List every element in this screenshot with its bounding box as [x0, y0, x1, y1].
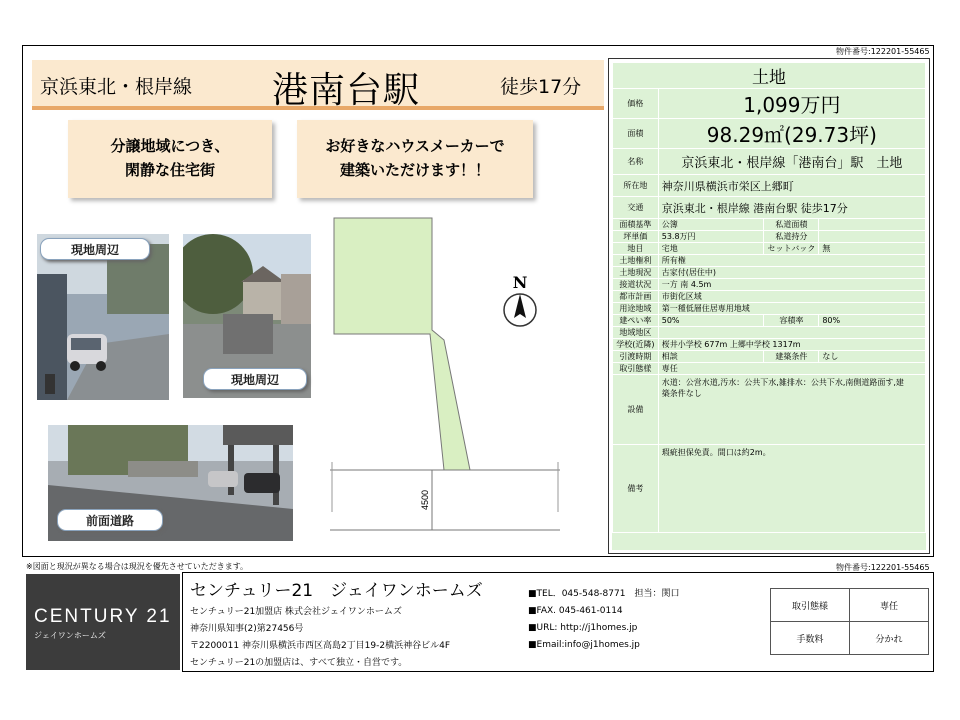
- callout-right-line1: お好きなハウスメーカーで: [325, 137, 505, 155]
- spec-row-value: [819, 231, 926, 243]
- contact-info: [528, 586, 679, 654]
- spec-row-label: 私道面積: [764, 219, 819, 231]
- company-info: [190, 604, 450, 672]
- spec-row-value: 一方 南 4.5m: [658, 279, 925, 291]
- spec-name-label: 名称: [613, 149, 659, 175]
- spec-delivery-value: 相談: [658, 351, 764, 363]
- land-plot-shape: [334, 218, 470, 470]
- compass-north-icon: [500, 272, 540, 332]
- spec-row-value: 所有権: [658, 255, 925, 267]
- property-number-top: 物件番号:122201-55465: [836, 47, 930, 56]
- spec-row-label: 接道状況: [613, 279, 659, 291]
- spec-price: 1,099万円: [658, 89, 925, 119]
- spec-row-label: 坪単価: [613, 231, 659, 243]
- train-line: 京浜東北・根岸線: [40, 76, 193, 98]
- spec-row-label: 土地権利: [613, 255, 659, 267]
- spec-district-value: [658, 327, 925, 339]
- company-info-line: 神奈川県知事(2)第27456号: [190, 624, 304, 634]
- spec-remarks-label: 備考: [613, 445, 659, 533]
- spec-row-value: 宅地: [658, 243, 764, 255]
- spec-build-condition-label: 建築条件: [764, 351, 819, 363]
- spec-deal-value: 専任: [658, 363, 925, 375]
- spec-row-value: 53.8万円: [658, 231, 764, 243]
- spec-row-label: 地目: [613, 243, 659, 255]
- spec-row-value: 古家付(居住中): [658, 267, 925, 279]
- spec-row-label: 都市計画: [613, 291, 659, 303]
- contact-fax: ■FAX. 045-461-0114: [528, 606, 623, 616]
- century21-logo: [26, 574, 180, 670]
- spec-school-value: 桜井小学校 677m 上郷中学校 1317m: [658, 339, 925, 351]
- callout-left-line2: 閑静な住宅街: [124, 161, 215, 179]
- spec-facilities-label: 設備: [613, 375, 659, 445]
- fee-label: 手数料: [771, 622, 850, 655]
- contact-url[interactable]: ■URL: http://j1homes.jp: [528, 623, 638, 633]
- station-name: 港南台駅: [272, 70, 421, 111]
- spec-row-label: 用途地域: [613, 303, 659, 315]
- photo-label-front-road: 前面道路: [57, 509, 163, 531]
- road-width-dimension: 4500: [420, 489, 430, 511]
- property-number-bottom: 物件番号:122201-55465: [836, 563, 930, 572]
- company-info-line: センチュリー21の加盟店は、すべて独立・自営です。: [190, 658, 408, 668]
- callout-left-line1: 分譲地域につき、: [110, 137, 230, 155]
- spec-deal-label: 取引態様: [613, 363, 659, 375]
- spec-facilities: [658, 375, 925, 445]
- spec-remarks: 瑕疵担保免責。間口は約2m。: [658, 445, 925, 533]
- callout-house-maker: [297, 120, 533, 198]
- spec-row-value: [819, 219, 926, 231]
- transaction-fee-table: [770, 588, 929, 655]
- spec-address: 神奈川県横浜市栄区上郷町: [658, 175, 925, 197]
- company-title: センチュリー21 ジェイワンホームズ: [190, 581, 483, 601]
- spec-address-label: 所在地: [613, 175, 659, 197]
- spec-coverage-value: 50%: [658, 315, 764, 327]
- spec-row-value: 公簿: [658, 219, 764, 231]
- logo-main-text: CENTURY 21: [34, 606, 172, 627]
- spec-type: 土地: [613, 63, 926, 89]
- logo-sub-text: ジェイワンホームズ: [34, 631, 106, 640]
- spec-row-label: 私道持分: [764, 231, 819, 243]
- spec-area-label: 面積: [613, 119, 659, 149]
- spec-access: 京浜東北・根岸線 港南台駅 徒歩17分: [658, 197, 925, 219]
- callout-right-line2: 建築いただけます！！: [339, 161, 490, 179]
- contact-tel: ■TEL．045-548-8771 担当：関口: [528, 589, 680, 599]
- north-letter: N: [512, 273, 528, 292]
- spec-table: [612, 62, 926, 533]
- contact-email[interactable]: ■Email:info@j1homes.jp: [528, 640, 640, 650]
- photo-label-site-2: 現地周辺: [203, 368, 307, 390]
- company-info-line: 〒2200011 神奈川県横浜市西区高島2丁目19-2横浜神谷ビル4F: [190, 641, 450, 651]
- spec-row-label: セットバック: [764, 243, 819, 255]
- fee-value: 専任: [850, 589, 929, 622]
- spec-coverage-label: 建ぺい率: [613, 315, 659, 327]
- spec-row-value: 市街化区域: [658, 291, 925, 303]
- spec-area: 98.29㎡(29.73坪): [658, 119, 925, 149]
- spec-school-label: 学校(近隣): [613, 339, 659, 351]
- spec-price-label: 価格: [613, 89, 659, 119]
- walk-time: 徒歩17分: [500, 76, 582, 98]
- spec-row-value: 無: [819, 243, 926, 255]
- spec-floor-ratio-value: 80%: [819, 315, 926, 327]
- spec-access-label: 交通: [613, 197, 659, 219]
- company-info-line: センチュリー21加盟店 株式会社ジェイワンホームズ: [190, 607, 402, 617]
- land-plot-diagram: [320, 212, 570, 542]
- spec-row-label: 土地現況: [613, 267, 659, 279]
- callout-quiet-area: [68, 120, 272, 198]
- spec-floor-ratio-label: 容積率: [764, 315, 819, 327]
- spec-row-label: 面積基準: [613, 219, 659, 231]
- spec-district-label: 地域地区: [613, 327, 659, 339]
- spec-facilities-line: 水道：公営水道,汚水：公共下水,雑排水：公共下水,南側道路面す,建: [661, 378, 904, 387]
- photo-label-site-1: 現地周辺: [40, 238, 150, 260]
- spec-name: 京浜東北・根岸線「港南台」駅 土地: [658, 149, 925, 175]
- spec-row-value: 第一種低層住居専用地域: [658, 303, 925, 315]
- spec-facilities-line: 築条件なし: [661, 389, 702, 398]
- fee-label: 取引態様: [771, 589, 850, 622]
- spec-delivery-label: 引渡時期: [613, 351, 659, 363]
- fee-value: 分かれ: [850, 622, 929, 655]
- spec-build-condition-value: なし: [819, 351, 926, 363]
- disclaimer-notice: ※図面と現況が異なる場合は現況を優先させていただきます。: [26, 562, 249, 571]
